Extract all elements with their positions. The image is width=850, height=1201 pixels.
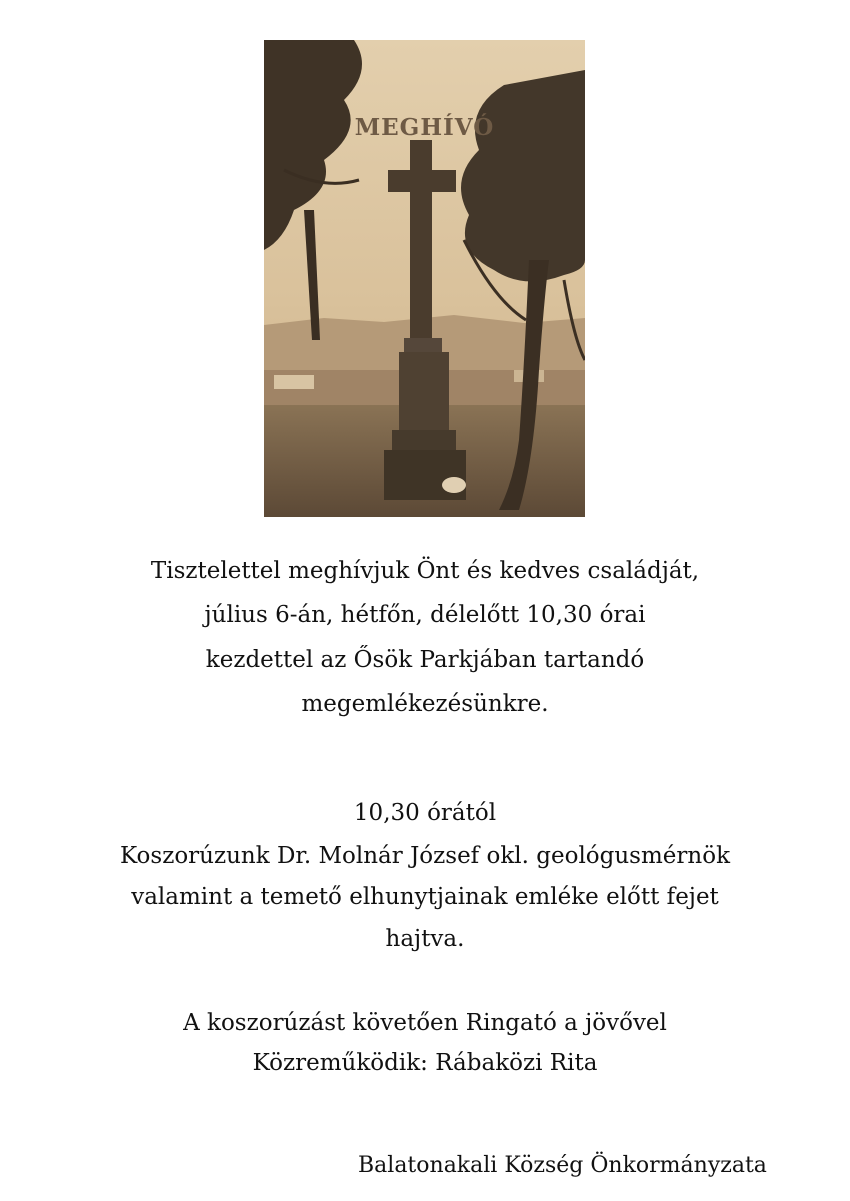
sepia-cross-image: [264, 40, 585, 517]
cross-photo: [264, 40, 585, 517]
invitation-line-2: július 6-án, hétfőn, délelőtt 10,30 órai: [204, 602, 646, 628]
after-line-1: A koszorúzást követően Ringató a jövővel: [183, 1010, 667, 1036]
program-line-2: valamint a temető elhunytjainak emléke előtt fejet: [131, 884, 719, 910]
program-line-3: hajtva.: [385, 926, 465, 952]
photo-title: MEGHÍVÓ: [354, 114, 495, 141]
invitation-line-3: kezdettel az Ősök Parkjában tartandó: [205, 647, 645, 673]
program-line-1: Koszorúzunk Dr. Molnár József okl. geológusmérnök: [119, 843, 731, 869]
after-line-2: Közreműködik: Rábaközi Rita: [252, 1050, 598, 1076]
signature: Balatonakali Község Önkormányzata: [358, 1153, 767, 1178]
invitation-line-4: megemlékezésünkre.: [301, 691, 549, 717]
program-time: 10,30 órától: [353, 800, 497, 826]
invitation-line-1: Tisztelettel meghívjuk Önt és kedves családját,: [150, 558, 700, 584]
